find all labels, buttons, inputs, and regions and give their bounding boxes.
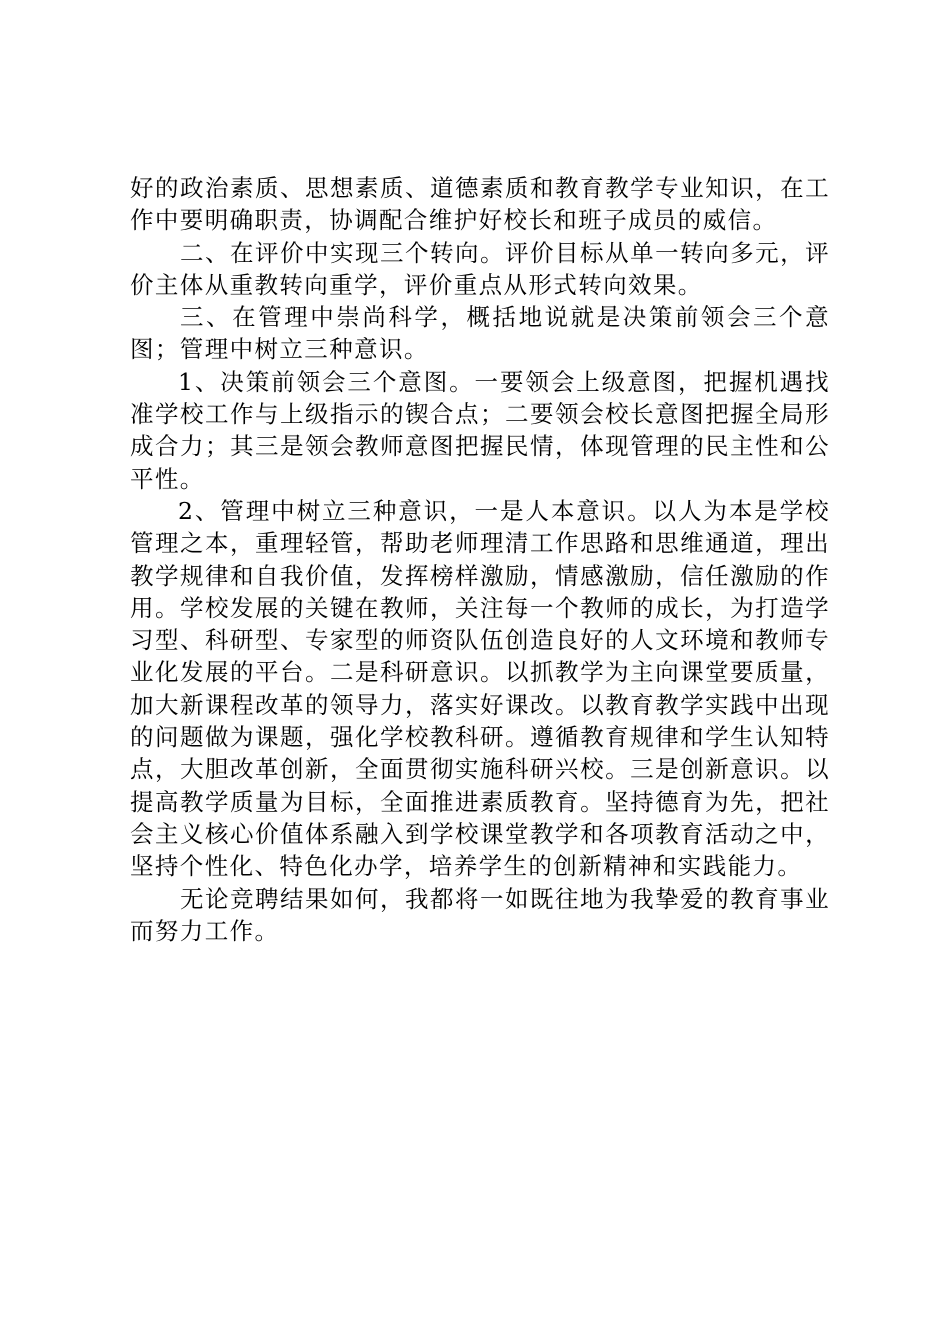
paragraph-closing: 无论竞聘结果如何，我都将一如既往地为我挚爱的教育事业而努力工作。 [130, 884, 830, 945]
paragraph-point-1: 1、决策前领会三个意图。一要领会上级意图，把握机遇找准学校工作与上级指示的锲合点；二要领会校长意图把握全局形成合力；其三是领会教师意图把握民情，体现管理的民主性和公平性。 [130, 367, 830, 493]
paragraph-continuation: 好的政治素质、思想素质、道德素质和教育教学专业知识，在工作中要明确职责，协调配合维护好校长和班子成员的威信。 [130, 174, 830, 235]
paragraph-evaluation: 二、在评价中实现三个转向。评价目标从单一转向多元，评价主体从重教转向重学，评价重点从形式转向效果。 [130, 238, 830, 299]
paragraph-management: 三、在管理中崇尚科学，概括地说就是决策前领会三个意图；管理中树立三种意识。 [130, 303, 830, 364]
paragraph-point-2: 2、管理中树立三种意识，一是人本意识。以人为本是学校管理之本，重理轻管，帮助老师理清工作思路和思维通道，理出教学规律和自我价值，发挥榜样激励，情感激励，信任激励的作用。学校发展的关键在教师，关注每一个教师的成长，为打造学习型、科研型、专家型的师资队伍创造良好的人文环境和教师专业化发展的平台。二是科研意识。以抓教学为主向课堂要质量，加大新课程改革的领导力，落实好课改。以教育教学实践中出现的问题做为课题，强化学校教科研。遵循教育规律和学生认知特点，大胆改革创新，全面贯彻实施科研兴校。三是创新意识。以提高教学质量为目标，全面推进素质教育。坚持德育为先，把社会主义核心价值体系融入到学校课堂教学和各项教育活动之中，坚持个性化、特色化办学，培养学生的创新精神和实践能力。 [130, 496, 830, 881]
document-body [130, 172, 830, 947]
